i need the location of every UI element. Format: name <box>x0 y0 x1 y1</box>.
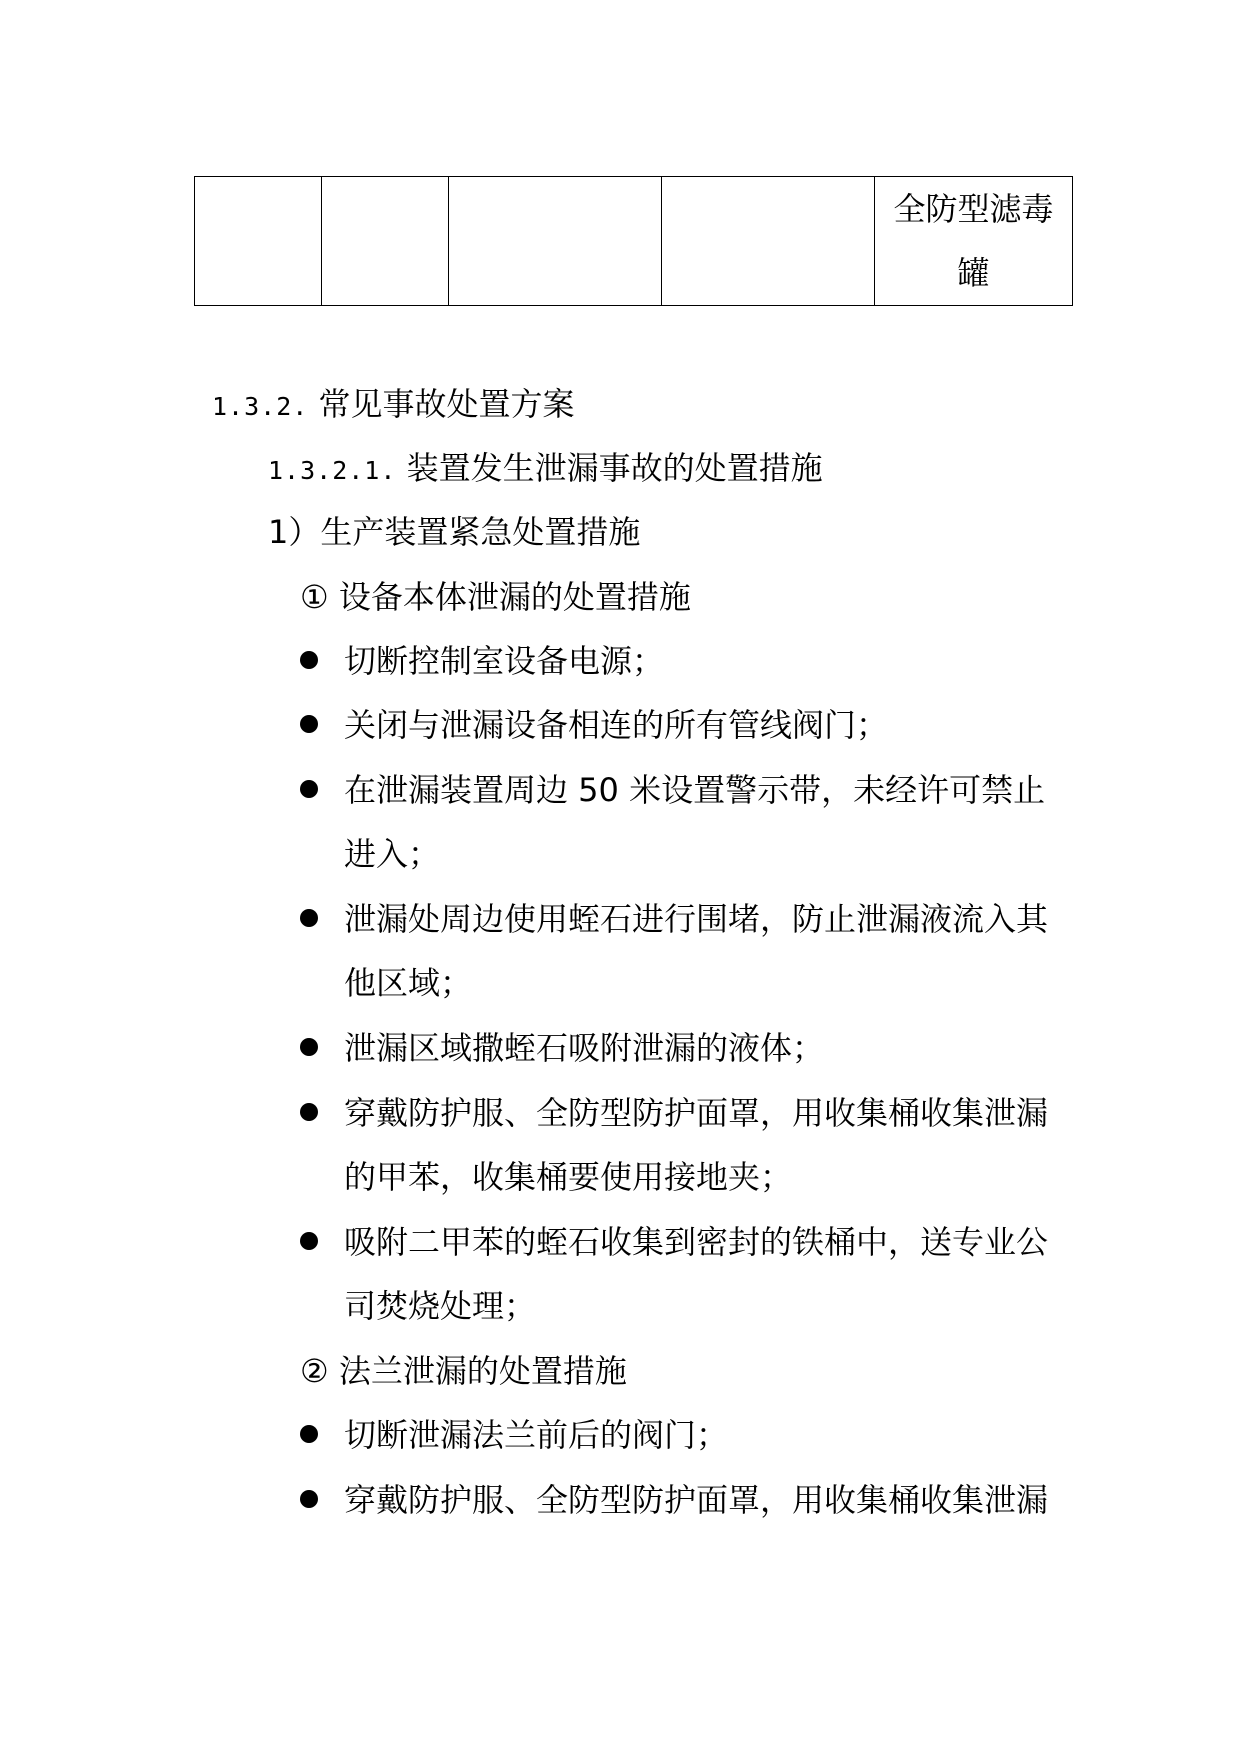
list-item-text: 泄漏处周边使用蛭石进行围堵，防止泄漏液流入其他区域； <box>344 900 1049 1002</box>
subheading-emergency-measures: 1）生产装置紧急处置措施 <box>268 513 641 551</box>
heading-number: 1.3.2. <box>212 392 309 421</box>
table-row <box>195 177 1073 306</box>
bullet-icon <box>300 651 318 669</box>
heading-text: 装置发生泄漏事故的处置措施 <box>406 449 823 487</box>
list-item <box>300 629 1060 693</box>
heading-number: 1.3.2.1. <box>268 456 397 485</box>
table-cell <box>449 177 662 306</box>
bullet-icon <box>300 909 318 927</box>
list-item <box>300 1081 1060 1209</box>
list-item-text: 关闭与泄漏设备相连的所有管线阀门； <box>344 706 889 744</box>
list-item-text: 切断控制室设备电源； <box>344 642 665 680</box>
bullet-icon <box>300 1425 318 1443</box>
list-item <box>300 1468 1060 1532</box>
list-item-text: 泄漏区域撒蛭石吸附泄漏的液体； <box>344 1029 825 1067</box>
list-item-text: 吸附二甲苯的蛭石收集到密封的铁桶中，送专业公司焚烧处理； <box>344 1223 1049 1325</box>
list-item <box>300 1210 1060 1338</box>
list-item-text: 在泄漏装置周边 50 米设置警示带，未经许可禁止进入； <box>344 771 1046 873</box>
heading-1-3-2-1 <box>268 436 823 500</box>
bullet-icon <box>300 1038 318 1056</box>
section-title-flange-leak: ② 法兰泄漏的处置措施 <box>300 1352 627 1390</box>
equipment-table-fragment <box>194 176 1073 306</box>
list-item <box>300 758 1060 886</box>
table-cell <box>662 177 875 306</box>
list-item <box>300 693 1060 757</box>
bullet-icon <box>300 780 318 798</box>
list-item-text: 切断泄漏法兰前后的阀门； <box>344 1416 729 1454</box>
list-item-text: 穿戴防护服、全防型防护面罩，用收集桶收集泄漏的甲苯，收集桶要使用接地夹； <box>344 1094 1049 1196</box>
list-item <box>300 1016 1060 1080</box>
bullet-icon <box>300 1103 318 1121</box>
bullet-icon <box>300 1490 318 1508</box>
heading-1-3-2 <box>212 372 575 436</box>
bullet-icon <box>300 715 318 733</box>
table-cell-text: 全防型滤毒罐 <box>893 190 1054 292</box>
table-cell <box>875 177 1073 306</box>
section-title-equipment-leak: ① 设备本体泄漏的处置措施 <box>300 578 691 616</box>
list-item <box>300 887 1060 1015</box>
list-item-text: 穿戴防护服、全防型防护面罩，用收集桶收集泄漏 <box>344 1481 1049 1519</box>
heading-text: 常见事故处置方案 <box>318 385 575 423</box>
table-cell <box>322 177 449 306</box>
bullet-icon <box>300 1232 318 1250</box>
table-cell <box>195 177 322 306</box>
list-item <box>300 1403 1060 1467</box>
